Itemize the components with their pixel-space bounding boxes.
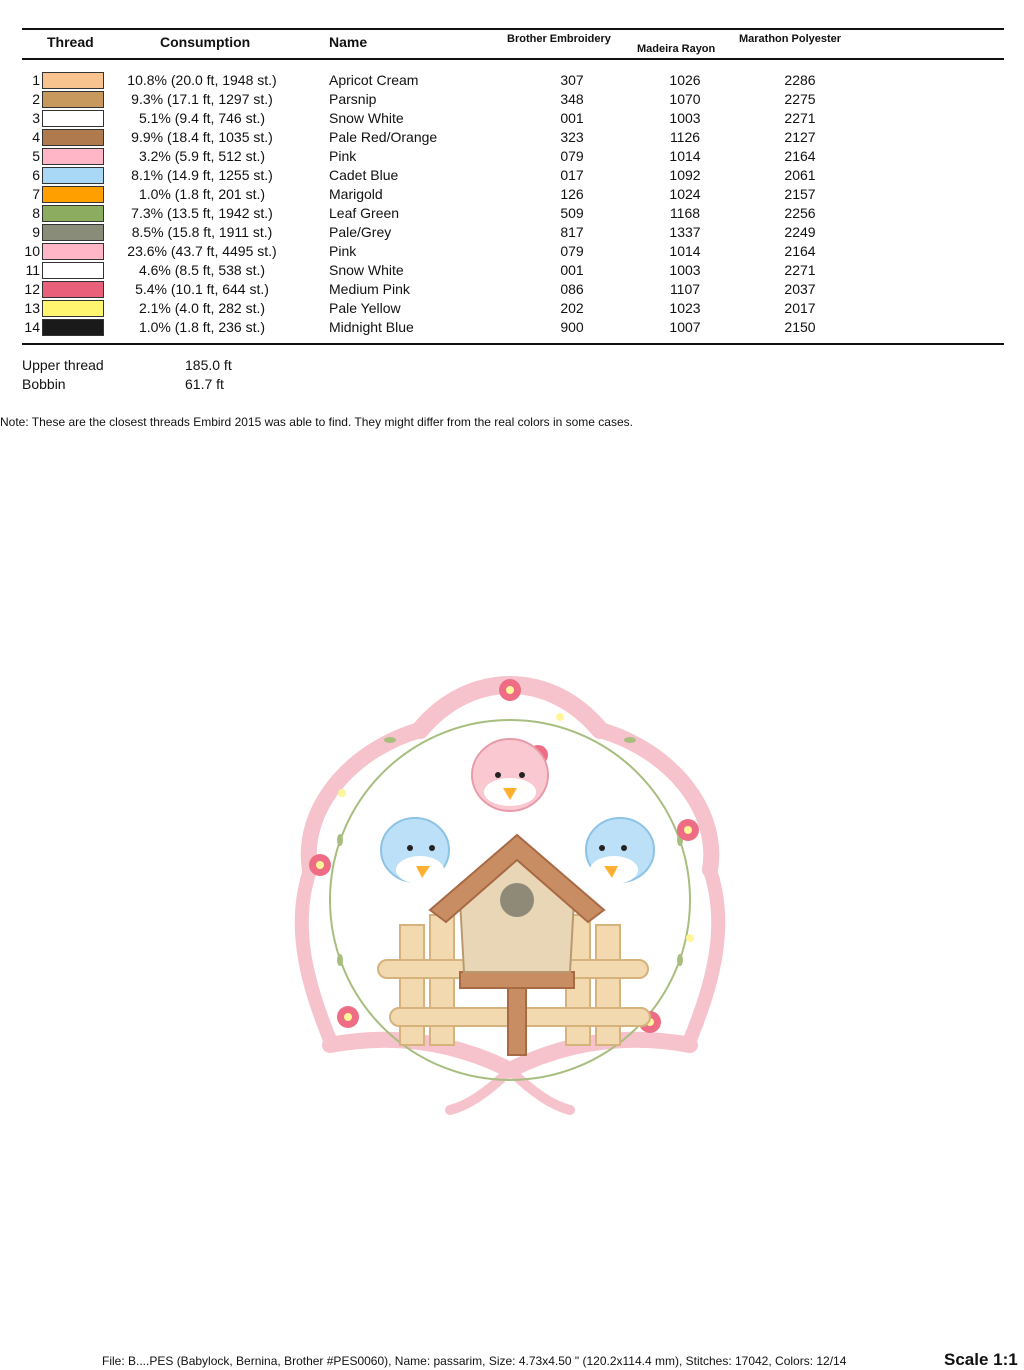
- thread-name: Pink: [329, 148, 357, 164]
- thread-color-swatch: [42, 72, 104, 89]
- thread-number: 7: [32, 186, 40, 202]
- brother-header: Brother Embroidery: [507, 33, 611, 45]
- brother-code: 086: [560, 281, 584, 297]
- thread-color-swatch: [42, 319, 104, 336]
- marathon-code: 2271: [784, 110, 816, 126]
- brother-code: 126: [560, 186, 584, 202]
- madeira-code: 1014: [669, 243, 701, 259]
- thread-consumption: 8.1% (14.9 ft, 1255 st.): [131, 167, 273, 183]
- thread-row: [0, 147, 1024, 166]
- brother-code: 079: [560, 243, 584, 259]
- brother-code: 307: [560, 72, 584, 88]
- thread-name: Pink: [329, 243, 357, 259]
- thread-consumption: 5.4% (10.1 ft, 644 st.): [135, 281, 269, 297]
- thread-name: Cadet Blue: [329, 167, 399, 183]
- thread-number: 5: [32, 148, 40, 164]
- thread-row: [0, 223, 1024, 242]
- thread-color-swatch: [42, 110, 104, 127]
- thread-color-swatch: [42, 281, 104, 298]
- marathon-code: 2017: [784, 300, 816, 316]
- thread-color-swatch: [42, 129, 104, 146]
- thread-name: Leaf Green: [329, 205, 400, 221]
- thread-row: [0, 261, 1024, 280]
- thread-number: 3: [32, 110, 40, 126]
- madeira-code: 1023: [669, 300, 701, 316]
- thread-consumption: 1.0% (1.8 ft, 236 st.): [138, 319, 266, 335]
- thread-consumption: 10.8% (20.0 ft, 1948 st.): [127, 72, 277, 88]
- brother-code: 348: [560, 91, 584, 107]
- thread-name: Snow White: [329, 262, 404, 278]
- madeira-code: 1024: [669, 186, 701, 202]
- marathon-code: 2150: [784, 319, 816, 335]
- madeira-code: 1026: [669, 72, 701, 88]
- madeira-code: 1092: [669, 167, 701, 183]
- marathon-code: 2157: [784, 186, 816, 202]
- thread-name: Pale Red/Orange: [329, 129, 438, 145]
- brother-code: 202: [560, 300, 584, 316]
- marathon-code: 2164: [784, 243, 816, 259]
- brother-code: 001: [560, 110, 584, 126]
- madeira-header: Madeira Rayon: [637, 43, 716, 55]
- thread-color-swatch: [42, 205, 104, 222]
- thread-name: Snow White: [329, 110, 404, 126]
- embroidery-design-preview: [270, 660, 750, 1120]
- thread-name: Apricot Cream: [329, 72, 419, 88]
- thread-number: 12: [24, 281, 40, 297]
- thread-color-swatch: [42, 186, 104, 203]
- thread-name: Parsnip: [329, 91, 377, 107]
- thread-row: [0, 242, 1024, 261]
- thread-color-swatch: [42, 148, 104, 165]
- brother-code: 079: [560, 148, 584, 164]
- thread-note: Note: These are the closest threads Embird 2015 was able to find. They might differ from the real colors in some cases.: [0, 415, 633, 429]
- thread-consumption: 7.3% (13.5 ft, 1942 st.): [131, 205, 273, 221]
- consumption-header: Consumption: [160, 34, 251, 50]
- thread-color-swatch: [42, 167, 104, 184]
- madeira-code: 1070: [669, 91, 701, 107]
- madeira-code: 1126: [669, 129, 701, 145]
- marathon-code: 2037: [784, 281, 816, 297]
- brother-code: 017: [560, 167, 584, 183]
- table-bottom-rule: [22, 343, 1004, 345]
- thread-row: [0, 185, 1024, 204]
- thread-name: Pale/Grey: [329, 224, 392, 240]
- thread-color-swatch: [42, 300, 104, 317]
- thread-row: [0, 280, 1024, 299]
- madeira-code: 1003: [669, 262, 701, 278]
- madeira-code: 1003: [669, 110, 701, 126]
- madeira-code: 1007: [669, 319, 701, 335]
- thread-number: 11: [25, 262, 40, 278]
- marathon-code: 2127: [784, 129, 816, 145]
- thread-number: 8: [32, 205, 40, 221]
- thread-consumption: 8.5% (15.8 ft, 1911 st.): [131, 224, 273, 240]
- thread-number: 9: [32, 224, 40, 240]
- marathon-code: 2256: [784, 205, 816, 221]
- thread-consumption: 5.1% (9.4 ft, 746 st.): [138, 110, 266, 126]
- madeira-code: 1014: [669, 148, 701, 164]
- thread-row: [0, 299, 1024, 318]
- thread-name: Pale Yellow: [329, 300, 401, 316]
- thread-name: Marigold: [329, 186, 383, 202]
- brother-code: 001: [560, 262, 584, 278]
- madeira-code: 1168: [669, 205, 701, 221]
- thread-number: 4: [32, 129, 40, 145]
- thread-number: 10: [24, 243, 40, 259]
- marathon-code: 2249: [784, 224, 816, 240]
- marathon-code: 2271: [784, 262, 816, 278]
- thread-color-swatch: [42, 243, 104, 260]
- header-bottom-rule: [22, 58, 1004, 60]
- marathon-header: Marathon Polyester: [739, 33, 842, 45]
- header-top-rule: [22, 28, 1004, 30]
- brother-code: 817: [560, 224, 584, 240]
- brother-code: 900: [560, 319, 584, 335]
- thread-number: 13: [24, 300, 40, 316]
- thread-number: 6: [32, 167, 40, 183]
- thread-row: [0, 204, 1024, 223]
- bobbin-value: 61.7 ft: [185, 376, 224, 392]
- thread-number: 14: [24, 319, 40, 335]
- thread-consumption: 3.2% (5.9 ft, 512 st.): [138, 148, 266, 164]
- thread-name: Midnight Blue: [329, 319, 414, 335]
- thread-consumption: 9.3% (17.1 ft, 1297 st.): [131, 91, 273, 107]
- thread-row: [0, 71, 1024, 90]
- bobbin-label: Bobbin: [22, 376, 66, 392]
- thread-row: [0, 109, 1024, 128]
- name-header: Name: [329, 34, 368, 50]
- scale-label: Scale 1:1: [944, 1350, 1018, 1369]
- upper-thread-label: Upper thread: [22, 357, 104, 373]
- thread-row: [0, 90, 1024, 109]
- brother-code: 323: [560, 129, 584, 145]
- thread-row: [0, 166, 1024, 185]
- thread-color-swatch: [42, 262, 104, 279]
- marathon-code: 2164: [784, 148, 816, 164]
- thread-number: 1: [32, 72, 40, 88]
- thread-color-swatch: [42, 224, 104, 241]
- marathon-code: 2275: [784, 91, 816, 107]
- thread-consumption: 1.0% (1.8 ft, 201 st.): [138, 186, 266, 202]
- marathon-code: 2061: [784, 167, 816, 183]
- thread-color-swatch: [42, 91, 104, 108]
- thread-consumption: 4.6% (8.5 ft, 538 st.): [138, 262, 266, 278]
- thread-header: Thread: [47, 34, 94, 50]
- thread-consumption: 2.1% (4.0 ft, 282 st.): [138, 300, 266, 316]
- brother-code: 509: [560, 205, 584, 221]
- thread-name: Medium Pink: [329, 281, 410, 297]
- file-info-footer: File: B....PES (Babylock, Bernina, Brother #PES0060), Name: passarim, Size: 4.73x4.50 " (120.2x114.4 mm), Stitches: 17042, Colors: 12/14: [102, 1354, 847, 1368]
- thread-row: [0, 318, 1024, 337]
- thread-row: [0, 128, 1024, 147]
- madeira-code: 1337: [669, 224, 701, 240]
- marathon-code: 2286: [784, 72, 816, 88]
- thread-consumption: 9.9% (18.4 ft, 1035 st.): [131, 129, 273, 145]
- thread-number: 2: [32, 91, 40, 107]
- madeira-code: 1107: [669, 281, 701, 297]
- upper-thread-value: 185.0 ft: [185, 357, 232, 373]
- thread-consumption: 23.6% (43.7 ft, 4495 st.): [127, 243, 277, 259]
